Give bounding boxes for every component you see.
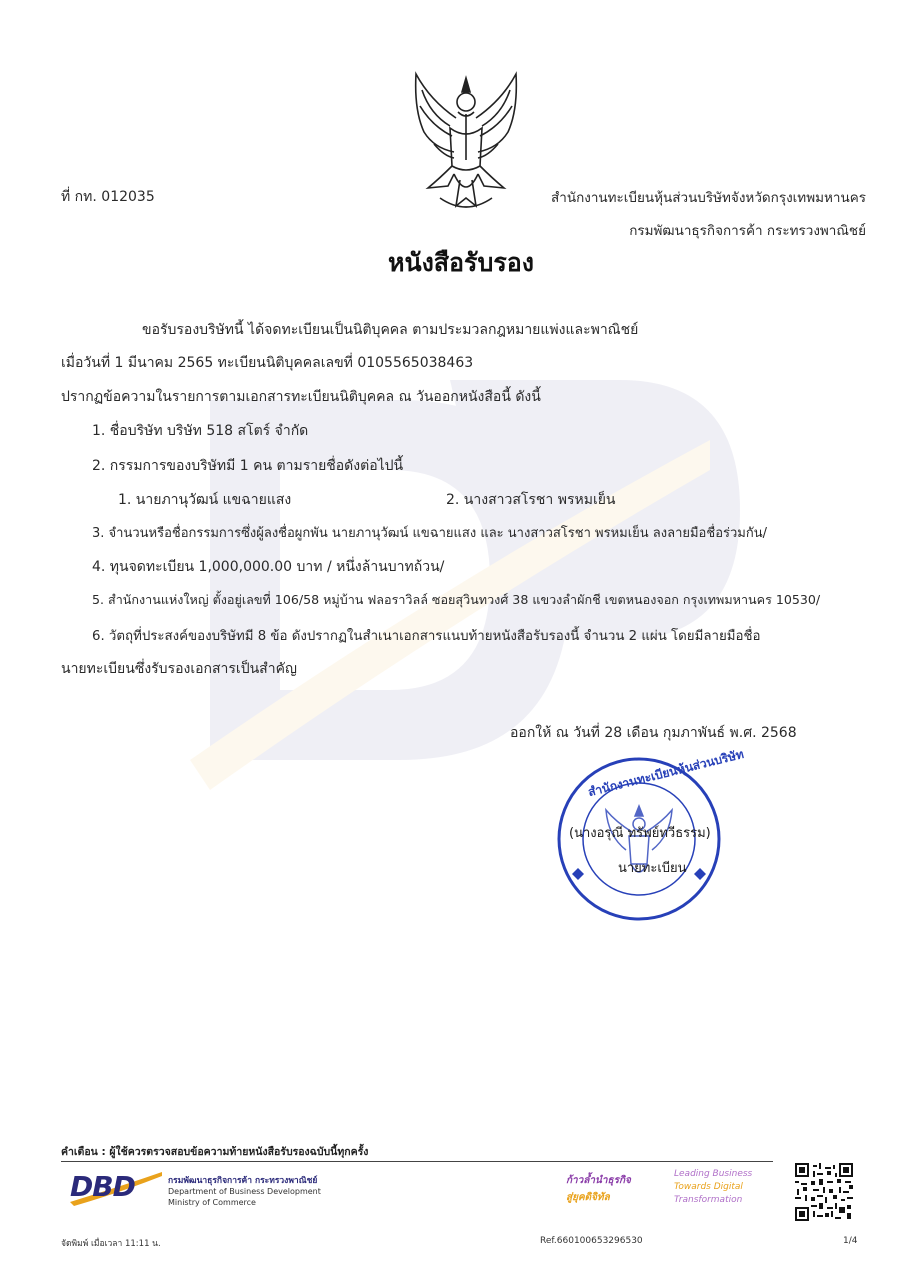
footer-divider — [61, 1161, 773, 1162]
item-head-office: 5. สำนักงานแห่งใหญ่ ตั้งอยู่เลขที่ 106/58 หมู่บ้าน ฟลอราวิลล์ ซอยสุวินทวงศ์ 38 แขวงลำผักชี เขตหนองจอก กรุงเทพมหานคร 10530/ — [92, 592, 821, 607]
item-company-name: 1. ชื่อบริษัท บริษัท 518 สโตร์ จำกัด — [92, 423, 309, 439]
dbd-logo-icon — [66, 1168, 164, 1210]
signer-name: (นางอรุณี ทรัพย์ทวีธรรม) — [569, 826, 711, 841]
printed-time: จัดพิมพ์ เมื่อเวลา 11:11 น. — [61, 1239, 161, 1249]
slogan-th-1: ก้าวล้ำนำธุรกิจ — [566, 1175, 631, 1186]
reference-number: ที่ กท. 012035 — [61, 189, 155, 205]
item-signing-authority: 3. จำนวนหรือชื่อกรรมการซึ่งผู้ลงชื่อผูกพัน นายภานุวัฒน์ แขฉายแสง และ นางสาวสโรชา พรหมเย็น ลงลายมือชื่อร่วมกัน/ — [92, 526, 767, 541]
page-number: 1/4 — [843, 1236, 858, 1246]
qr-code-icon — [795, 1163, 853, 1221]
issue-date: ออกให้ ณ วันที่ 28 เดือน กุมภาพันธ์ พ.ศ. 2568 — [510, 725, 797, 741]
reference-code: Ref.660100653296530 — [540, 1236, 643, 1246]
intro-line-3: ปรากฏข้อความในรายการตามเอกสารทะเบียนนิติบุคคล ณ วันออกหนังสือนี้ ดังนี้ — [61, 389, 541, 405]
office-name-line1: สำนักงานทะเบียนหุ้นส่วนบริษัทจังหวัดกรุงเทพมหานคร — [551, 190, 866, 206]
footer-warning: คำเตือน : ผู้ใช้ควรตรวจสอบข้อความท้ายหนังสือรับรองฉบับนี้ทุกครั้ง — [61, 1146, 369, 1158]
intro-line-1: ขอรับรองบริษัทนี้ ได้จดทะเบียนเป็นนิติบุคคล ตามประมวลกฎหมายแพ่งและพาณิชย์ — [142, 322, 639, 338]
item-objectives: 6. วัตถุที่ประสงค์ของบริษัทมี 8 ข้อ ดังปรากฏในสำเนาเอกสารแนบท้ายหนังสือรับรองนี้ จำนวน 2 แผ่น โดยมีลายมือชื่อ — [92, 629, 761, 644]
director-2: 2. นางสาวสโรชา พรหมเย็น — [446, 492, 616, 508]
office-name-line2: กรมพัฒนาธุรกิจการค้า กระทรวงพาณิชย์ — [629, 223, 866, 239]
dept-name-en: Department of Business Development — [168, 1187, 321, 1196]
document-title: หนังสือรับรอง — [388, 248, 534, 277]
slogan-en-2: Towards Digital — [674, 1182, 743, 1192]
slogan-en-1: Leading Business — [674, 1169, 753, 1179]
dept-name-th: กรมพัฒนาธุรกิจการค้า กระทรวงพาณิชย์ — [168, 1176, 318, 1186]
garuda-emblem-icon — [410, 70, 522, 215]
slogan-en-3: Transformation — [674, 1195, 743, 1205]
item-objectives-cont: นายทะเบียนซึ่งรับรองเอกสารเป็นสำคัญ — [61, 661, 297, 677]
item-directors: 2. กรรมการของบริษัทมี 1 คน ตามรายชื่อดังต่อไปนี้ — [92, 458, 404, 474]
ministry-name-en: Ministry of Commerce — [168, 1198, 256, 1207]
seal-ring-text: สำนักงานทะเบียนหุ้นส่วนบริษัท — [586, 746, 746, 800]
dbd-logo-text: DBD — [70, 1170, 135, 1203]
intro-line-2: เมื่อวันที่ 1 มีนาคม 2565 ทะเบียนนิติบุคคลเลขที่ 0105565038463 — [61, 355, 474, 371]
director-1: 1. นายภานุวัฒน์ แขฉายแสง — [118, 492, 292, 508]
signer-title: นายทะเบียน — [618, 861, 687, 876]
item-registered-capital: 4. ทุนจดทะเบียน 1,000,000.00 บาท / หนึ่งล้านบาทถ้วน/ — [92, 559, 445, 575]
slogan-th-2: สู่ยุคดิจิทัล — [566, 1192, 610, 1203]
